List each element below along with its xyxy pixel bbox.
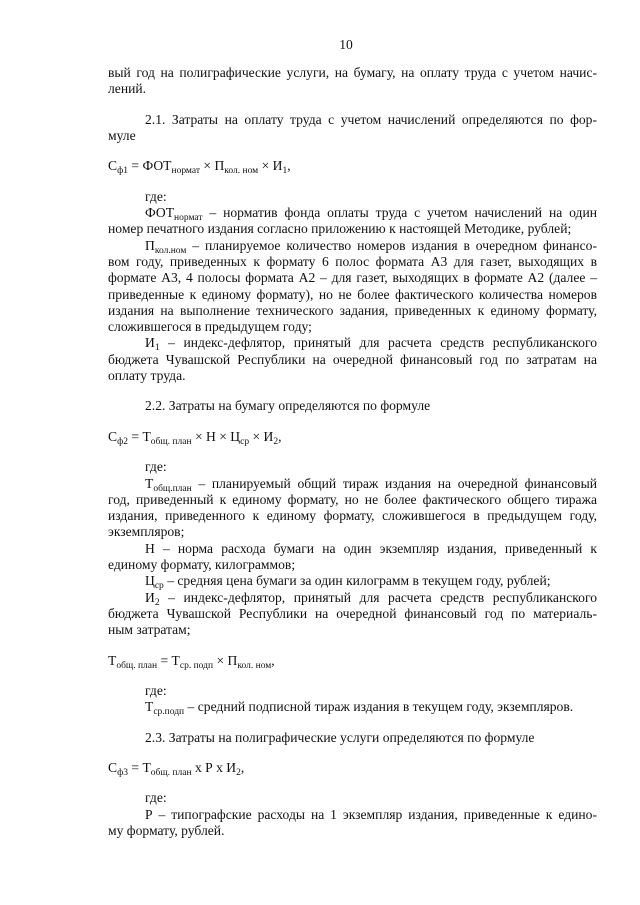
definition-line: [108, 476, 597, 492]
definition-symbol: Ц: [145, 573, 155, 589]
text-line: 2.3. Затраты на полиграфические услуги определяются по формуле: [145, 729, 535, 745]
formula-subscript: общ. план: [150, 768, 192, 779]
formula-subscript: ср. подп: [179, 660, 214, 671]
text-line: издания на выполнение технического задания, приведенных к единому формату,: [108, 302, 597, 318]
text-line: бюджета Чувашской Республики на очередной финансовый год по материаль-: [108, 605, 597, 621]
definition-subscript: общ.план: [153, 483, 192, 494]
formula-part: Т: [108, 652, 117, 668]
document-body: [108, 65, 597, 839]
text-line: издания, приведенного к единому формату, сложившегося в предыдущем году,: [108, 508, 597, 524]
formula-sf3: [108, 760, 597, 779]
definition-text: – индекс-дефлятор, принятый для расчета средств республиканского: [159, 335, 597, 351]
formula-part: х Р х И: [191, 760, 237, 776]
definition-text: – средняя цена бумаги за один килограмм в текущем году, рублей;: [163, 573, 551, 589]
text-line: 2.1. Затраты на оплату труда с учетом начислений определяются по фор-: [145, 111, 597, 127]
text-line: год, приведенный к единому формату, но не более фактического общего тиража: [108, 491, 597, 507]
definitions-t-total-plan: [108, 683, 597, 716]
formula-subscript: ф2: [117, 436, 128, 447]
formula-subscript: 2: [273, 436, 279, 447]
formula-part: × И: [258, 158, 283, 174]
formula-subscript: нормат: [171, 166, 200, 177]
formula-line: [108, 653, 597, 669]
definition-symbol: П: [145, 237, 155, 253]
formula-line: [108, 158, 597, 177]
definition-text: – планируемое количество номеров издания в очередном финансо-: [186, 237, 597, 253]
definition-text: – индекс-дефлятор, принятый для расчета средств республиканского: [159, 589, 597, 605]
section-2-3-heading: [108, 730, 597, 746]
definitions-sf1: [108, 189, 597, 385]
text-line: лений.: [108, 81, 147, 97]
definition-text: – типографские расходы на 1 экземпляр издания, приведенные к едино-: [152, 806, 597, 822]
text-line: приведенные к единому формату), но не более фактического количества номеров: [108, 286, 597, 302]
definition-line: [108, 541, 597, 557]
intro-paragraph: [108, 65, 597, 98]
text-line: оплату труда.: [108, 368, 186, 384]
page-number: 10: [339, 37, 353, 52]
text-line: экземпляров;: [108, 524, 185, 540]
definition-line: [108, 807, 597, 823]
formula-part: × Н × Ц: [191, 428, 241, 444]
formula-line: [108, 429, 597, 445]
definition-symbol: И: [145, 335, 155, 351]
definition-line: [108, 573, 597, 592]
definition-text: – норма расхода бумаги на один экземпляр издания, приведенный к: [154, 540, 597, 556]
definition-symbol: Т: [145, 699, 154, 715]
where-label: где:: [145, 188, 167, 204]
section-2-1-heading: [108, 112, 597, 145]
definitions-sf2: [108, 459, 597, 638]
definitions-sf3: [108, 790, 597, 839]
definition-subscript: нормат: [174, 213, 203, 224]
formula-part: ,: [278, 428, 282, 444]
text-line: формате А3, 4 полосы формата А2 – для газет, выходящих в формате А2 (далее –: [108, 270, 597, 286]
formula-subscript: ф1: [117, 166, 128, 177]
formula-part: ,: [271, 652, 275, 668]
formula-part: ,: [240, 760, 245, 776]
definition-line: [108, 238, 597, 254]
definition-subscript: 2: [154, 597, 160, 608]
where-label: где:: [145, 682, 167, 698]
formula-part: = Т: [127, 760, 151, 776]
text-line: вом году, приведенных к формату 6 полос формата А3 для газет, выходящих в: [108, 253, 597, 269]
formula-part: С: [108, 158, 118, 174]
definition-symbol: Р: [145, 806, 153, 822]
definition-symbol: Т: [145, 475, 154, 491]
definition-subscript: ср: [154, 581, 164, 592]
definition-line: [108, 590, 597, 606]
formula-sf1: [108, 158, 597, 177]
text-line: номер печатного издания согласно приложению к настоящей Методике, рублей;: [108, 221, 572, 237]
definition-line: [108, 699, 597, 718]
definition-line: [108, 205, 597, 224]
definition-subscript: кол.ном: [154, 245, 187, 256]
text-line: сложившегося в предыдущем году;: [108, 319, 312, 335]
formula-subscript: общ. план: [116, 660, 158, 671]
formula-part: = Т: [127, 428, 151, 444]
definition-symbol: Н: [145, 540, 155, 556]
where-label: где:: [145, 459, 167, 475]
definition-subscript: ср.подп: [153, 707, 185, 718]
text-line: ным затратам;: [108, 622, 191, 638]
formula-sf2: [108, 429, 597, 445]
formula-subscript: кол. ном: [224, 166, 259, 177]
definition-text: – планируемый общий тираж издания на очередной финансовый: [191, 475, 597, 491]
definition-text: – норматив фонда оплаты труда с учетом начислений на один: [202, 205, 597, 221]
formula-subscript: кол. ном: [237, 660, 272, 671]
definition-symbol: И: [145, 589, 155, 605]
section-2-2-heading: [108, 398, 597, 414]
definition-text: – средний подписной тираж издания в текущем году, экземпляров.: [184, 699, 574, 715]
text-line: вый год на полиграфические услуги, на бумагу, на оплату труда с учетом начис-: [108, 65, 597, 80]
formula-t-total-plan: [108, 653, 597, 669]
formula-subscript: общ. план: [150, 436, 192, 447]
formula-part: × П: [200, 158, 225, 174]
text-line: единому формату, килограммов;: [108, 556, 296, 572]
where-label: где:: [145, 790, 167, 806]
formula-subscript: 2: [236, 768, 241, 779]
text-line: 2.2. Затраты на бумагу определяются по формуле: [145, 398, 431, 414]
formula-part: = Т: [157, 652, 180, 668]
formula-part: × П: [213, 652, 238, 668]
text-line: бюджета Чувашской Республики на очередной финансовый год по затратам на: [108, 351, 597, 367]
formula-part: С: [108, 760, 118, 776]
formula-part: × И: [249, 428, 274, 444]
formula-subscript: ф3: [117, 768, 128, 779]
text-line: муле: [108, 127, 136, 143]
formula-subscript: 1: [282, 166, 288, 177]
formula-part: С: [108, 428, 118, 444]
definition-subscript: 1: [154, 343, 160, 354]
formula-part: ,: [287, 158, 291, 174]
definition-line: [108, 335, 597, 354]
formula-line: [108, 760, 597, 779]
formula-part: = ФОТ: [127, 158, 172, 174]
definition-symbol: ФОТ: [145, 205, 175, 221]
text-line: му формату, рублей.: [108, 823, 225, 839]
formula-subscript: ср: [240, 436, 250, 447]
